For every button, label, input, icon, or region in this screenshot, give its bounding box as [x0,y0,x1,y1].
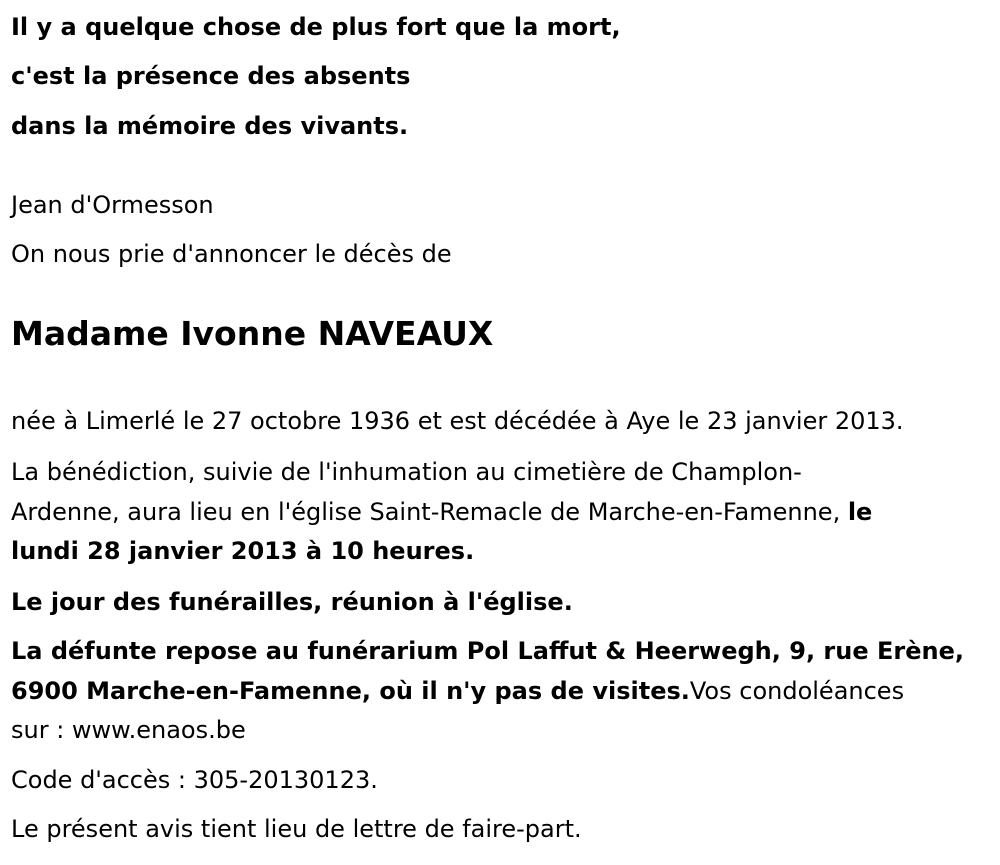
ceremony-line-2-regular: Ardenne, aura lieu en l'église Saint-Remacle de Marche-en-Famenne, [11,498,848,526]
repose-line-2 [11,676,904,706]
ceremony-line-2-bold: le [847,498,873,526]
repose-line-1: La défunte repose au funérarium Pol Laffut & Heerwegh, 9, rue Erène, [11,637,964,665]
notice-line: Le présent avis tient lieu de lettre de faire-part. [11,815,582,843]
ceremony-line-2 [11,497,872,527]
obituary-document [11,0,991,865]
access-code-line: Code d'accès : 305-20130123. [11,766,378,794]
quote-author: Jean d'Ormesson [11,191,214,219]
quote-line-1: Il y a quelque chose de plus fort que la mort, [11,13,621,41]
condolences-line: sur : www.enaos.be [11,716,246,744]
gathering-line: Le jour des funérailles, réunion à l'église. [11,588,573,616]
quote-line-3: dans la mémoire des vivants. [11,112,409,140]
birth-death-line: née à Limerlé le 27 octobre 1936 et est décédée à Aye le 23 janvier 2013. [11,407,904,435]
quote-line-2: c'est la présence des absents [11,62,411,90]
repose-line-2-regular: Vos condoléances [689,677,905,705]
ceremony-date: lundi 28 janvier 2013 à 10 heures. [11,537,475,565]
deceased-name: Madame Ivonne NAVEAUX [11,314,494,353]
announcement-intro: On nous prie d'annoncer le décès de [11,240,452,268]
repose-line-2-bold: 6900 Marche-en-Famenne, où il n'y pas de visites. [11,677,690,705]
ceremony-line-1: La bénédiction, suivie de l'inhumation au cimetière de Champlon- [11,458,802,486]
